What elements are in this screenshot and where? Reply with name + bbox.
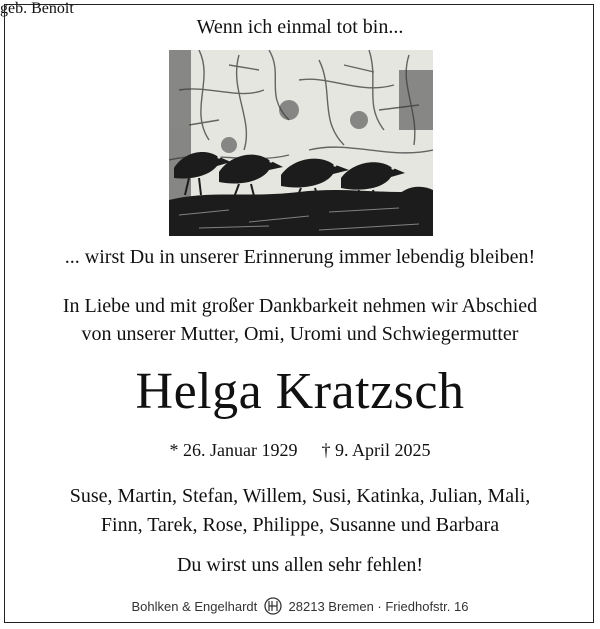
motto-bottom: ... wirst Du in unserer Erinnerung immer lebendig bleiben!	[64, 246, 536, 268]
intro-line-2: von unserer Mutter, Omi, Uromi und Schwiegermutter	[81, 323, 519, 345]
undertaker-logo-icon	[264, 597, 282, 618]
mourners-list	[0, 482, 600, 540]
mourners-line-2: Finn, Tarek, Rose, Philippe, Susanne und Barbara	[100, 514, 500, 536]
birth-date: * 26. Januar 1929	[169, 440, 298, 460]
maiden-name: geb. Benoit	[0, 0, 74, 17]
crows-woodcut-icon	[169, 50, 433, 236]
closing-line: Du wirst uns allen sehr fehlen!	[176, 554, 424, 576]
undertaker-address: 28213 Bremen · Friedhofstr. 16	[288, 599, 469, 614]
mourners-line-1: Suse, Martin, Stefan, Willem, Susi, Katinka, Julian, Mali,	[69, 485, 531, 507]
deceased-name: Helga Kratzsch	[135, 363, 465, 420]
death-date: † 9. April 2025	[321, 440, 431, 460]
undertaker-name: Bohlken & Engelhardt	[131, 599, 258, 614]
life-dates	[0, 440, 600, 461]
undertaker-footer	[0, 597, 600, 618]
intro-text	[0, 292, 600, 348]
motto-top: Wenn ich einmal tot bin...	[196, 16, 404, 38]
intro-line-1: In Liebe und mit großer Dankbarkeit nehmen wir Abschied	[62, 295, 538, 317]
